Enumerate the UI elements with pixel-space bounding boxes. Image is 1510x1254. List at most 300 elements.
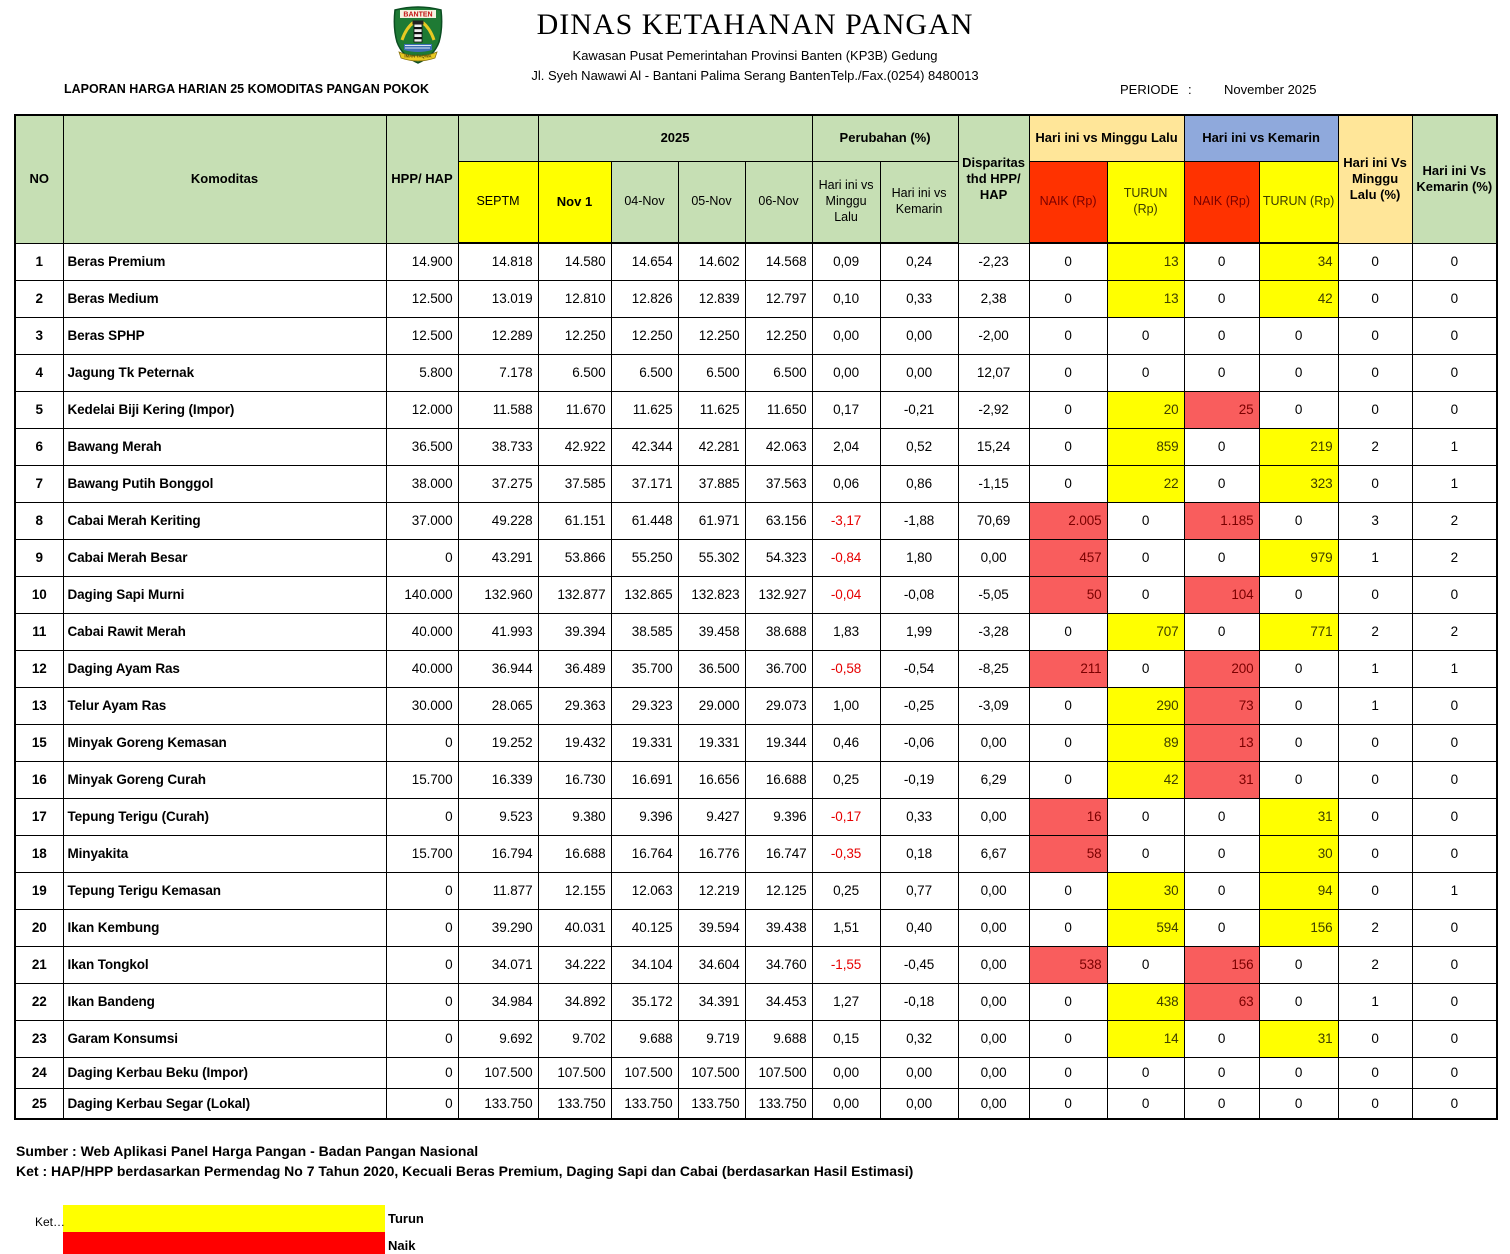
- cell-nov1: 19.432: [538, 724, 611, 761]
- cell-naik-minggu: 0: [1029, 613, 1107, 650]
- cell-naik-kemarin: 0: [1184, 835, 1259, 872]
- cell-naik-minggu: 16: [1029, 798, 1107, 835]
- cell-hpp-hap: 14.900: [386, 243, 458, 280]
- cell-06nov: 12.250: [745, 317, 812, 354]
- cell-04nov: 14.654: [611, 243, 678, 280]
- naik-color-swatch: [63, 1232, 385, 1254]
- cell-septm: 19.252: [458, 724, 538, 761]
- cell-disparitas: 0,00: [958, 1088, 1029, 1119]
- cell-komoditas: Jagung Tk Peternak: [63, 354, 386, 391]
- cell-turun-kemarin: 0: [1259, 983, 1338, 1020]
- cell-naik-minggu: 0: [1029, 761, 1107, 798]
- group-header-vs-kemarin: Hari ini vs Kemarin: [1184, 115, 1338, 161]
- cell-turun-minggu: 290: [1107, 687, 1184, 724]
- col-header-04nov: 04-Nov: [611, 161, 678, 243]
- cell-pct-minggu: 1: [1338, 687, 1412, 724]
- cell-septm: 41.993: [458, 613, 538, 650]
- cell-pct-minggu: 1: [1338, 539, 1412, 576]
- cell-06nov: 37.563: [745, 465, 812, 502]
- cell-naik-kemarin: 13: [1184, 724, 1259, 761]
- cell-pct-kemarin: 0: [1412, 835, 1497, 872]
- legend-label: Ket…: [35, 1215, 66, 1229]
- cell-septm: 133.750: [458, 1088, 538, 1119]
- cell-naik-minggu: 0: [1029, 1057, 1107, 1088]
- cell-hpp-hap: 30.000: [386, 687, 458, 724]
- cell-naik-kemarin: 0: [1184, 909, 1259, 946]
- cell-naik-minggu: 0: [1029, 428, 1107, 465]
- cell-nov1: 107.500: [538, 1057, 611, 1088]
- table-row: [15, 872, 1497, 909]
- cell-naik-kemarin: 73: [1184, 687, 1259, 724]
- cell-nov1: 34.892: [538, 983, 611, 1020]
- cell-turun-minggu: 0: [1107, 798, 1184, 835]
- agency-name: DINAS KETAHANAN PANGAN: [536, 8, 974, 41]
- cell-chg-vs-kemarin: -0,21: [880, 391, 958, 428]
- cell-pct-kemarin: 2: [1412, 502, 1497, 539]
- cell-naik-minggu: 0: [1029, 465, 1107, 502]
- cell-naik-kemarin: 0: [1184, 798, 1259, 835]
- cell-hpp-hap: 40.000: [386, 650, 458, 687]
- cell-05nov: 6.500: [678, 354, 745, 391]
- cell-turun-minggu: 89: [1107, 724, 1184, 761]
- cell-naik-kemarin: 0: [1184, 280, 1259, 317]
- cell-pct-kemarin: 0: [1412, 280, 1497, 317]
- cell-nov1: 14.580: [538, 243, 611, 280]
- cell-septm: 132.960: [458, 576, 538, 613]
- cell-chg-vs-kemarin: -0,06: [880, 724, 958, 761]
- cell-04nov: 42.344: [611, 428, 678, 465]
- cell-no: 21: [15, 946, 63, 983]
- cell-pct-kemarin: 0: [1412, 687, 1497, 724]
- cell-septm: 49.228: [458, 502, 538, 539]
- cell-pct-kemarin: 0: [1412, 1057, 1497, 1088]
- cell-disparitas: 0,00: [958, 724, 1029, 761]
- cell-naik-minggu: 50: [1029, 576, 1107, 613]
- cell-septm: 7.178: [458, 354, 538, 391]
- cell-disparitas: 0,00: [958, 909, 1029, 946]
- cell-chg-vs-minggu: 0,46: [812, 724, 880, 761]
- cell-nov1: 42.922: [538, 428, 611, 465]
- cell-chg-vs-kemarin: -0,25: [880, 687, 958, 724]
- cell-nov1: 36.489: [538, 650, 611, 687]
- cell-chg-vs-kemarin: 0,40: [880, 909, 958, 946]
- cell-pct-minggu: 0: [1338, 724, 1412, 761]
- cell-chg-vs-minggu: -0,35: [812, 835, 880, 872]
- cell-hpp-hap: 0: [386, 946, 458, 983]
- cell-komoditas: Daging Kerbau Segar (Lokal): [63, 1088, 386, 1119]
- cell-turun-kemarin: 0: [1259, 576, 1338, 613]
- cell-04nov: 9.396: [611, 798, 678, 835]
- cell-chg-vs-kemarin: -0,54: [880, 650, 958, 687]
- cell-04nov: 16.691: [611, 761, 678, 798]
- cell-no: 17: [15, 798, 63, 835]
- cell-turun-minggu: 594: [1107, 909, 1184, 946]
- cell-naik-kemarin: 0: [1184, 317, 1259, 354]
- cell-hpp-hap: 0: [386, 798, 458, 835]
- cell-turun-minggu: 0: [1107, 650, 1184, 687]
- cell-chg-vs-minggu: 0,17: [812, 391, 880, 428]
- cell-05nov: 34.391: [678, 983, 745, 1020]
- cell-komoditas: Minyak Goreng Kemasan: [63, 724, 386, 761]
- cell-turun-minggu: 42: [1107, 761, 1184, 798]
- cell-naik-minggu: 0: [1029, 280, 1107, 317]
- cell-pct-minggu: 0: [1338, 243, 1412, 280]
- cell-chg-vs-minggu: 1,51: [812, 909, 880, 946]
- table-row: [15, 354, 1497, 391]
- cell-chg-vs-minggu: -0,58: [812, 650, 880, 687]
- cell-turun-minggu: 0: [1107, 502, 1184, 539]
- cell-komoditas: Tepung Terigu Kemasan: [63, 872, 386, 909]
- cell-naik-kemarin: 0: [1184, 613, 1259, 650]
- col-header-pct-kemarin: Hari ini Vs Kemarin (%): [1412, 115, 1497, 243]
- cell-chg-vs-kemarin: 0,32: [880, 1020, 958, 1057]
- cell-naik-kemarin: 31: [1184, 761, 1259, 798]
- cell-no: 15: [15, 724, 63, 761]
- cell-no: 22: [15, 983, 63, 1020]
- cell-05nov: 34.604: [678, 946, 745, 983]
- remark-note: Ket : HAP/HPP berdasarkan Permendag No 7 Tahun 2020, Kecuali Beras Premium, Daging Sapi dan Cabai (berdasarkan Hasil Estimasi): [16, 1163, 914, 1179]
- cell-chg-vs-minggu: -3,17: [812, 502, 880, 539]
- col-header-05nov: 05-Nov: [678, 161, 745, 243]
- cell-hpp-hap: 15.700: [386, 761, 458, 798]
- cell-chg-vs-minggu: 0,00: [812, 1088, 880, 1119]
- cell-04nov: 35.700: [611, 650, 678, 687]
- cell-06nov: 12.797: [745, 280, 812, 317]
- table-row: [15, 539, 1497, 576]
- cell-04nov: 133.750: [611, 1088, 678, 1119]
- cell-chg-vs-kemarin: 0,77: [880, 872, 958, 909]
- svg-text:BANTEN: BANTEN: [403, 11, 433, 19]
- cell-nov1: 61.151: [538, 502, 611, 539]
- cell-chg-vs-minggu: 0,10: [812, 280, 880, 317]
- col-header-hpp-hap: HPP/ HAP: [386, 115, 458, 243]
- cell-05nov: 12.839: [678, 280, 745, 317]
- cell-06nov: 14.568: [745, 243, 812, 280]
- cell-04nov: 9.688: [611, 1020, 678, 1057]
- col-header-naik-kemarin: NAIK (Rp): [1184, 161, 1259, 243]
- cell-disparitas: 0,00: [958, 798, 1029, 835]
- cell-pct-kemarin: 0: [1412, 798, 1497, 835]
- cell-04nov: 29.323: [611, 687, 678, 724]
- table-row: [15, 280, 1497, 317]
- cell-naik-minggu: 0: [1029, 317, 1107, 354]
- cell-komoditas: Garam Konsumsi: [63, 1020, 386, 1057]
- table-row: [15, 391, 1497, 428]
- cell-turun-kemarin: 31: [1259, 798, 1338, 835]
- cell-no: 9: [15, 539, 63, 576]
- cell-nov1: 133.750: [538, 1088, 611, 1119]
- cell-disparitas: 0,00: [958, 539, 1029, 576]
- col-header-naik-minggu: NAIK (Rp): [1029, 161, 1107, 243]
- table-row: [15, 687, 1497, 724]
- cell-komoditas: Daging Ayam Ras: [63, 650, 386, 687]
- col-header-pct-minggu: Hari ini Vs Minggu Lalu (%): [1338, 115, 1412, 243]
- price-table-body: [15, 243, 1497, 1119]
- cell-pct-kemarin: 0: [1412, 761, 1497, 798]
- cell-05nov: 55.302: [678, 539, 745, 576]
- cell-septm: 12.289: [458, 317, 538, 354]
- cell-chg-vs-kemarin: 1,80: [880, 539, 958, 576]
- cell-disparitas: 0,00: [958, 983, 1029, 1020]
- periode-label: PERIODE: [1120, 82, 1179, 97]
- cell-chg-vs-minggu: 2,04: [812, 428, 880, 465]
- cell-nov1: 37.585: [538, 465, 611, 502]
- cell-chg-vs-minggu: -0,04: [812, 576, 880, 613]
- table-row: [15, 946, 1497, 983]
- cell-chg-vs-kemarin: 1,99: [880, 613, 958, 650]
- cell-pct-kemarin: 0: [1412, 576, 1497, 613]
- cell-chg-vs-minggu: 0,25: [812, 872, 880, 909]
- cell-turun-minggu: 438: [1107, 983, 1184, 1020]
- cell-05nov: 61.971: [678, 502, 745, 539]
- turun-color-swatch: [63, 1205, 385, 1232]
- cell-04nov: 37.171: [611, 465, 678, 502]
- cell-hpp-hap: 0: [386, 539, 458, 576]
- cell-disparitas: 0,00: [958, 946, 1029, 983]
- cell-06nov: 34.760: [745, 946, 812, 983]
- cell-disparitas: -2,92: [958, 391, 1029, 428]
- cell-naik-minggu: 0: [1029, 354, 1107, 391]
- col-header-turun-minggu: TURUN (Rp): [1107, 161, 1184, 243]
- cell-chg-vs-kemarin: 0,00: [880, 1088, 958, 1119]
- cell-pct-minggu: 0: [1338, 835, 1412, 872]
- cell-disparitas: -3,28: [958, 613, 1029, 650]
- cell-04nov: 55.250: [611, 539, 678, 576]
- cell-naik-kemarin: 0: [1184, 243, 1259, 280]
- cell-pct-kemarin: 1: [1412, 428, 1497, 465]
- cell-turun-minggu: 20: [1107, 391, 1184, 428]
- col-header-disparitas: Disparitas thd HPP/ HAP: [958, 115, 1029, 243]
- cell-disparitas: -5,05: [958, 576, 1029, 613]
- cell-komoditas: Telur Ayam Ras: [63, 687, 386, 724]
- cell-hpp-hap: 40.000: [386, 613, 458, 650]
- cell-nov1: 16.730: [538, 761, 611, 798]
- table-row: [15, 650, 1497, 687]
- cell-nov1: 9.380: [538, 798, 611, 835]
- cell-pct-kemarin: 0: [1412, 317, 1497, 354]
- table-row: [15, 428, 1497, 465]
- cell-05nov: 36.500: [678, 650, 745, 687]
- table-row: [15, 317, 1497, 354]
- cell-pct-kemarin: 0: [1412, 946, 1497, 983]
- cell-05nov: 37.885: [678, 465, 745, 502]
- cell-no: 3: [15, 317, 63, 354]
- cell-06nov: 34.453: [745, 983, 812, 1020]
- cell-nov1: 12.250: [538, 317, 611, 354]
- cell-pct-kemarin: 0: [1412, 354, 1497, 391]
- cell-turun-kemarin: 0: [1259, 502, 1338, 539]
- cell-hpp-hap: 37.000: [386, 502, 458, 539]
- cell-no: 18: [15, 835, 63, 872]
- col-header-komoditas: Komoditas: [63, 115, 386, 243]
- cell-septm: 11.588: [458, 391, 538, 428]
- cell-hpp-hap: 0: [386, 1020, 458, 1057]
- cell-06nov: 39.438: [745, 909, 812, 946]
- cell-pct-minggu: 0: [1338, 1020, 1412, 1057]
- cell-komoditas: Daging Kerbau Beku (Impor): [63, 1057, 386, 1088]
- cell-06nov: 16.747: [745, 835, 812, 872]
- cell-turun-minggu: 0: [1107, 354, 1184, 391]
- cell-septm: 9.692: [458, 1020, 538, 1057]
- agency-address-line2: Jl. Syeh Nawawi Al - Bantani Palima Serang BantenTelp./Fax.(0254) 8480013: [531, 68, 979, 83]
- cell-pct-minggu: 0: [1338, 761, 1412, 798]
- cell-chg-vs-kemarin: -0,19: [880, 761, 958, 798]
- cell-04nov: 11.625: [611, 391, 678, 428]
- cell-disparitas: -1,15: [958, 465, 1029, 502]
- cell-hpp-hap: 15.700: [386, 835, 458, 872]
- cell-septm: 36.944: [458, 650, 538, 687]
- cell-hpp-hap: 12.500: [386, 317, 458, 354]
- cell-turun-kemarin: 31: [1259, 1020, 1338, 1057]
- cell-05nov: 16.656: [678, 761, 745, 798]
- cell-turun-minggu: 13: [1107, 243, 1184, 280]
- cell-disparitas: 6,67: [958, 835, 1029, 872]
- cell-hpp-hap: 0: [386, 1088, 458, 1119]
- cell-turun-minggu: 14: [1107, 1020, 1184, 1057]
- table-header: [15, 115, 1497, 243]
- cell-turun-minggu: 13: [1107, 280, 1184, 317]
- cell-turun-minggu: 0: [1107, 1057, 1184, 1088]
- cell-06nov: 16.688: [745, 761, 812, 798]
- cell-turun-minggu: 0: [1107, 946, 1184, 983]
- cell-naik-minggu: 0: [1029, 687, 1107, 724]
- cell-06nov: 9.396: [745, 798, 812, 835]
- cell-komoditas: Beras SPHP: [63, 317, 386, 354]
- cell-chg-vs-minggu: -0,84: [812, 539, 880, 576]
- cell-06nov: 42.063: [745, 428, 812, 465]
- cell-komoditas: Tepung Terigu (Curah): [63, 798, 386, 835]
- periode-line: [1120, 82, 1317, 97]
- naik-legend-text: Naik: [388, 1238, 416, 1253]
- cell-05nov: 12.219: [678, 872, 745, 909]
- source-note: Sumber : Web Aplikasi Panel Harga Pangan - Badan Pangan Nasional: [16, 1143, 479, 1159]
- cell-septm: 43.291: [458, 539, 538, 576]
- cell-turun-minggu: 859: [1107, 428, 1184, 465]
- color-legend: [35, 1205, 424, 1254]
- cell-06nov: 19.344: [745, 724, 812, 761]
- cell-komoditas: Minyak Goreng Curah: [63, 761, 386, 798]
- cell-disparitas: -2,23: [958, 243, 1029, 280]
- cell-pct-kemarin: 0: [1412, 1088, 1497, 1119]
- cell-no: 13: [15, 687, 63, 724]
- cell-septm: 37.275: [458, 465, 538, 502]
- cell-disparitas: 0,00: [958, 1020, 1029, 1057]
- cell-naik-kemarin: 1.185: [1184, 502, 1259, 539]
- table-row: [15, 502, 1497, 539]
- cell-chg-vs-kemarin: -0,18: [880, 983, 958, 1020]
- cell-turun-minggu: 22: [1107, 465, 1184, 502]
- cell-hpp-hap: 0: [386, 872, 458, 909]
- cell-turun-kemarin: 0: [1259, 1057, 1338, 1088]
- cell-hpp-hap: 5.800: [386, 354, 458, 391]
- cell-komoditas: Cabai Merah Besar: [63, 539, 386, 576]
- col-header-06nov: 06-Nov: [745, 161, 812, 243]
- cell-turun-kemarin: 94: [1259, 872, 1338, 909]
- cell-turun-minggu: 0: [1107, 317, 1184, 354]
- cell-pct-kemarin: 0: [1412, 391, 1497, 428]
- cell-naik-kemarin: 0: [1184, 539, 1259, 576]
- cell-pct-minggu: 0: [1338, 798, 1412, 835]
- cell-naik-kemarin: 25: [1184, 391, 1259, 428]
- cell-turun-kemarin: 771: [1259, 613, 1338, 650]
- cell-06nov: 29.073: [745, 687, 812, 724]
- table-row: [15, 243, 1497, 280]
- cell-chg-vs-kemarin: 0,00: [880, 317, 958, 354]
- col-header-year: 2025: [538, 115, 812, 161]
- cell-05nov: 132.823: [678, 576, 745, 613]
- cell-naik-minggu: 2.005: [1029, 502, 1107, 539]
- cell-nov1: 12.810: [538, 280, 611, 317]
- cell-pct-kemarin: 0: [1412, 909, 1497, 946]
- cell-pct-kemarin: 2: [1412, 539, 1497, 576]
- cell-chg-vs-minggu: -0,17: [812, 798, 880, 835]
- cell-naik-kemarin: 156: [1184, 946, 1259, 983]
- cell-pct-kemarin: 0: [1412, 724, 1497, 761]
- report-title: LAPORAN HARGA HARIAN 25 KOMODITAS PANGAN POKOK: [64, 82, 430, 96]
- table-row: [15, 465, 1497, 502]
- cell-06nov: 36.700: [745, 650, 812, 687]
- cell-turun-minggu: 0: [1107, 835, 1184, 872]
- col-header-no: NO: [15, 115, 63, 243]
- cell-turun-kemarin: 30: [1259, 835, 1338, 872]
- cell-no: 5: [15, 391, 63, 428]
- cell-turun-minggu: 707: [1107, 613, 1184, 650]
- cell-chg-vs-kemarin: 0,33: [880, 280, 958, 317]
- cell-disparitas: 0,00: [958, 872, 1029, 909]
- cell-chg-vs-kemarin: -1,88: [880, 502, 958, 539]
- cell-chg-vs-kemarin: 0,86: [880, 465, 958, 502]
- price-table: [14, 114, 1498, 1120]
- cell-06nov: 107.500: [745, 1057, 812, 1088]
- cell-turun-kemarin: 0: [1259, 946, 1338, 983]
- col-header-septm: SEPTM: [458, 161, 538, 243]
- cell-naik-minggu: 0: [1029, 983, 1107, 1020]
- cell-06nov: 12.125: [745, 872, 812, 909]
- cell-turun-kemarin: 0: [1259, 761, 1338, 798]
- cell-naik-minggu: 0: [1029, 909, 1107, 946]
- cell-turun-minggu: 0: [1107, 539, 1184, 576]
- cell-pct-minggu: 0: [1338, 317, 1412, 354]
- cell-komoditas: Ikan Tongkol: [63, 946, 386, 983]
- cell-naik-kemarin: 63: [1184, 983, 1259, 1020]
- cell-komoditas: Cabai Rawit Merah: [63, 613, 386, 650]
- cell-naik-kemarin: 0: [1184, 354, 1259, 391]
- cell-hpp-hap: 12.500: [386, 280, 458, 317]
- cell-nov1: 132.877: [538, 576, 611, 613]
- cell-septm: 38.733: [458, 428, 538, 465]
- cell-pct-minggu: 1: [1338, 983, 1412, 1020]
- col-header-blank: [458, 115, 538, 161]
- cell-05nov: 12.250: [678, 317, 745, 354]
- cell-chg-vs-minggu: 0,15: [812, 1020, 880, 1057]
- cell-no: 12: [15, 650, 63, 687]
- letterhead: [0, 8, 1510, 83]
- cell-septm: 16.339: [458, 761, 538, 798]
- cell-nov1: 9.702: [538, 1020, 611, 1057]
- cell-no: 8: [15, 502, 63, 539]
- cell-disparitas: 70,69: [958, 502, 1029, 539]
- cell-turun-kemarin: 0: [1259, 354, 1338, 391]
- cell-hpp-hap: 0: [386, 1057, 458, 1088]
- cell-06nov: 133.750: [745, 1088, 812, 1119]
- cell-komoditas: Ikan Kembung: [63, 909, 386, 946]
- cell-nov1: 16.688: [538, 835, 611, 872]
- cell-05nov: 39.458: [678, 613, 745, 650]
- cell-turun-kemarin: 156: [1259, 909, 1338, 946]
- cell-disparitas: 2,38: [958, 280, 1029, 317]
- cell-naik-minggu: 0: [1029, 1020, 1107, 1057]
- cell-05nov: 9.427: [678, 798, 745, 835]
